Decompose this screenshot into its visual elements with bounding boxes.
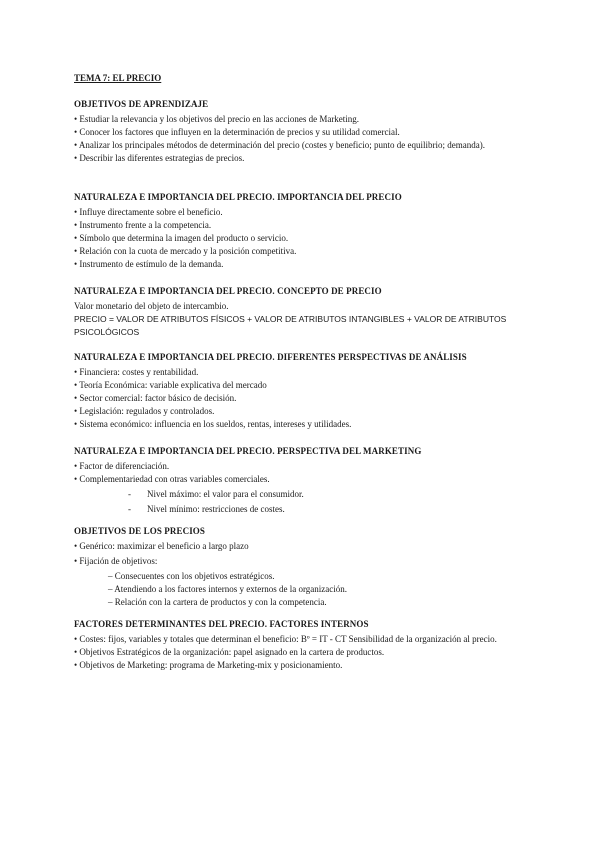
bullet-list — [74, 633, 524, 672]
sub-list-item: – Consecuentes con los objetivos estratégicos. — [74, 570, 524, 583]
section-concept — [74, 285, 524, 339]
bullet-list — [74, 206, 524, 271]
list-item: • Teoría Económica: variable explicativa del mercado — [74, 379, 524, 392]
definition-text: Valor monetario del objeto de intercambio. — [74, 301, 229, 311]
sub-list-item: – Relación con la cartera de productos y con la competencia. — [74, 596, 524, 609]
list-item: • Describir las diferentes estrategias de precios. — [74, 152, 524, 165]
section-heading: NATURALEZA E IMPORTANCIA DEL PRECIO. PERSPECTIVA DEL MARKETING — [74, 446, 422, 456]
section-heading: OBJETIVOS DE APRENDIZAJE — [74, 99, 209, 109]
list-item: • Sector comercial: factor básico de decisión. — [74, 392, 524, 405]
section-heading: OBJETIVOS DE LOS PRECIOS — [74, 526, 206, 536]
section-perspectives — [74, 351, 524, 431]
list-item: • Instrumento de estímulo de la demanda. — [74, 258, 524, 271]
sub-list-item: - Nivel mínimo: restricciones de costes. — [74, 503, 524, 516]
section-heading: NATURALEZA E IMPORTANCIA DEL PRECIO. DIFERENTES PERSPECTIVAS DE ANÁLISIS — [74, 352, 467, 362]
section-internal-factors — [74, 618, 524, 672]
list-item: • Instrumento frente a la competencia. — [74, 219, 524, 232]
sub-list — [74, 570, 524, 609]
bullet-list — [74, 113, 524, 165]
list-item: • Estudiar la relevancia y los objetivos del precio en las acciones de Marketing. — [74, 113, 524, 126]
list-item: • Símbolo que determina la imagen del producto o servicio. — [74, 232, 524, 245]
list-item: • Objetivos Estratégicos de la organización: papel asignado en la cartera de productos. — [74, 646, 524, 659]
section-heading: NATURALEZA E IMPORTANCIA DEL PRECIO. IMPORTANCIA DEL PRECIO — [74, 192, 402, 202]
list-item: • Analizar los principales métodos de determinación del precio (costes y beneficio; punto de equilibrio; demanda). — [74, 139, 524, 152]
list-item: • Influye directamente sobre el beneficio. — [74, 206, 524, 219]
section-importance — [74, 191, 524, 271]
list-item: • Fijación de objetivos: — [74, 555, 524, 568]
list-item: • Financiera: costes y rentabilidad. — [74, 366, 524, 379]
price-formula: PRECIO = VALOR DE ATRIBUTOS FÍSICOS + VALOR DE ATRIBUTOS INTANGIBLES + VALOR DE ATRIBUTOS PSICOLÓGICOS — [74, 314, 507, 337]
list-item: • Complementariedad con otras variables comerciales. — [74, 473, 524, 486]
list-item: • Objetivos de Marketing: programa de Marketing-mix y posicionamiento. — [74, 659, 524, 672]
sub-list-item: - Nivel máximo: el valor para el consumidor. — [74, 488, 524, 501]
list-item: • Genérico: maximizar el beneficio a largo plazo — [74, 540, 524, 553]
section-price-objectives — [74, 525, 524, 609]
section-marketing-perspective — [74, 445, 524, 516]
list-item: • Legislación: regulados y controlados. — [74, 405, 524, 418]
sub-list — [74, 488, 524, 516]
list-item: • Conocer los factores que influyen en la determinación de precios y su utilidad comercial. — [74, 126, 524, 139]
sub-list-item: – Atendiendo a los factores internos y externos de la organización. — [74, 583, 524, 596]
section-learning-objectives — [74, 98, 524, 165]
document-title: TEMA 7: EL PRECIO — [74, 73, 162, 83]
list-item: • Sistema económico: influencia en los sueldos, rentas, intereses y utilidades. — [74, 418, 524, 431]
list-item: • Costes: fijos, variables y totales que determinan el beneficio: Bº = IT - CT Sensibilidad de la organización al precio. — [74, 633, 524, 646]
section-heading: NATURALEZA E IMPORTANCIA DEL PRECIO. CONCEPTO DE PRECIO — [74, 286, 382, 296]
bullet-list — [74, 460, 524, 486]
bullet-list — [74, 540, 524, 568]
bullet-list — [74, 366, 524, 431]
section-heading: FACTORES DETERMINANTES DEL PRECIO. FACTORES INTERNOS — [74, 619, 369, 629]
list-item: • Relación con la cuota de mercado y la posición competitiva. — [74, 245, 524, 258]
list-item: • Factor de diferenciación. — [74, 460, 524, 473]
